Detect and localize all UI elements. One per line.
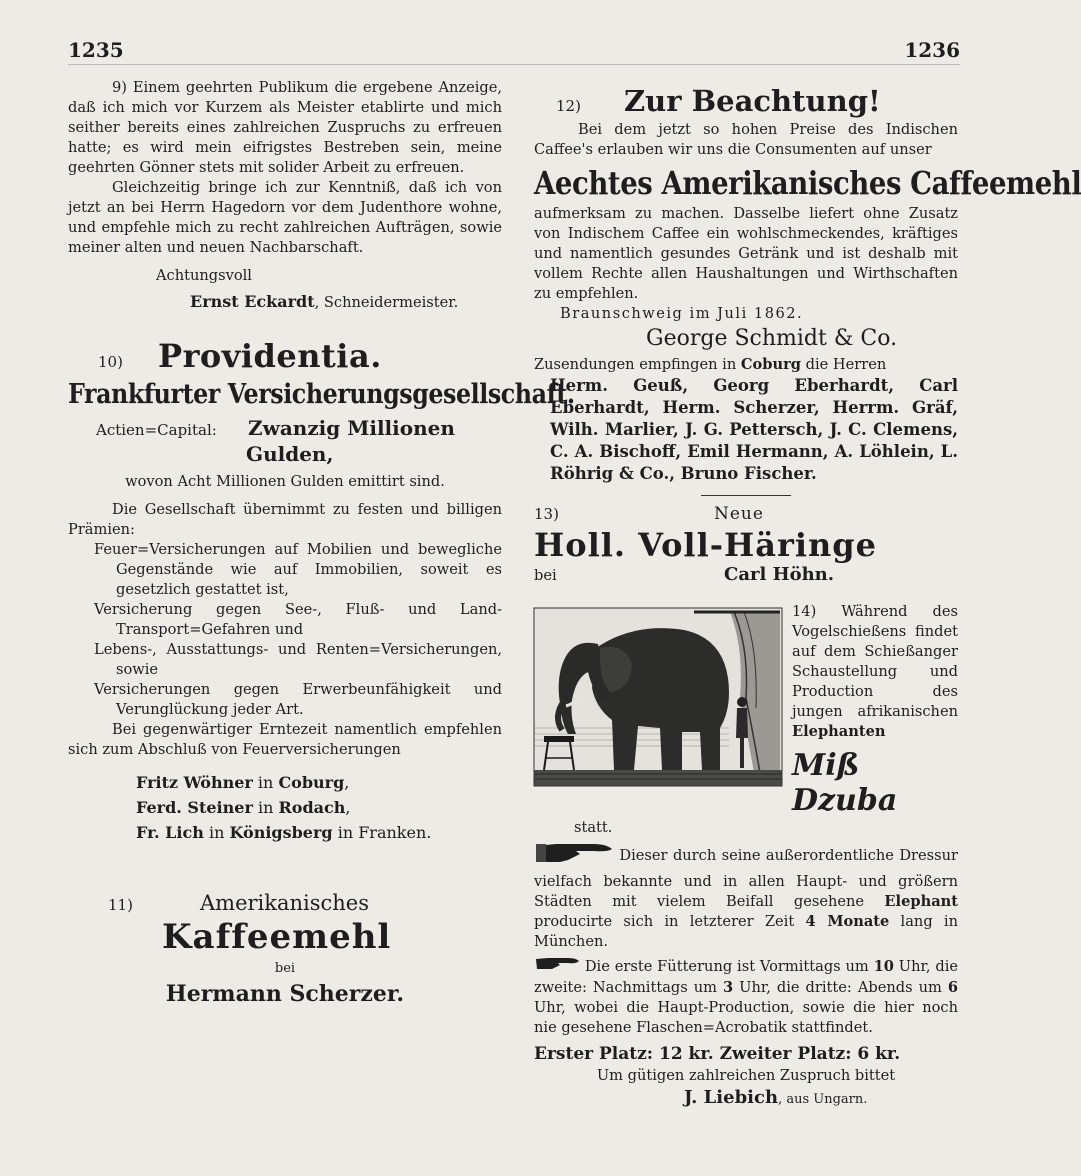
ad-10-agents — [68, 770, 502, 845]
ad-9-para-2: Gleichzeitig bringe ich zur Kenntniß, daß ich von jetzt an bei Herrn Hagedorn vor dem Judenthore wohne, und empfehle mich zu recht zahlreichen Aufträgen, sowie meiner alten und neuen Nachbarschaft. — [68, 179, 502, 256]
header-rule — [68, 64, 960, 65]
ad-12 — [534, 84, 1081, 485]
ad-9-greeting: Achtungsvoll — [156, 267, 252, 284]
ad-12-header: 12) Zur Beachtung! — [556, 84, 881, 118]
ad-10-capital-2: Gulden, — [246, 442, 334, 466]
ad-10-capital-note: wovon Acht Millionen Gulden emittirt sind. — [125, 473, 445, 490]
ad-13-header: 13) Neue — [534, 504, 764, 524]
right-column — [534, 84, 1081, 1110]
ad-10-capital: Actien=Capital: Zwanzig Millionen — [96, 416, 455, 440]
ad-14 — [534, 602, 958, 1110]
ad-14-name: Miß Dzuba — [792, 748, 898, 818]
ad-number: 9) — [112, 79, 127, 96]
agent-line: Fr. Lich in Königsberg in Franken. — [136, 823, 432, 842]
ad-14-statt: statt. — [574, 819, 613, 836]
ad-10-item-1: Feuer=Versicherungen auf Mobilien und bewegliche Gegenstände wie auf Immobilien, soweit es gesetzlich gestattet ist, — [94, 541, 502, 598]
ad-13-title: Holl. Voll-Häringe — [534, 526, 877, 564]
ad-13-bottom: bei Carl Höhn. — [534, 564, 835, 585]
ad-12-company: George Schmidt & Co. — [646, 326, 898, 351]
agent-line: Fritz Wöhner in Coburg, — [136, 773, 350, 792]
pointing-hand-small-icon — [534, 956, 580, 978]
ad-12-para-1: Bei dem jetzt so hohen Preise des Indischen Caffee's erlauben wir uns die Consumenten auf unser — [534, 121, 958, 158]
ad-10-intro: Die Gesellschaft übernimmt zu festen und billigen Prämien: — [68, 501, 502, 538]
ad-12-shipments: Zusendungen empfingen in Coburg die Herren — [534, 356, 887, 373]
page-number-left: 1235 — [68, 38, 124, 62]
page-number-right: 1236 — [904, 38, 960, 62]
ad-12-title: Zur Beachtung! — [624, 84, 881, 118]
ad-11-name: Hermann Scherzer. — [165, 981, 405, 1007]
section-divider — [701, 495, 791, 496]
ad-12-dateline: Braunschweig im Juli 1862. — [560, 305, 804, 322]
ad-14-para-2: Dieser durch seine außerordentliche Dressur vielfach bekannte und in allen Haupt- und größern Städten mit vielem Beifall gesehene Elephant producirte sich in letzterer Zeit 4 Monate lang in München. — [534, 840, 958, 952]
ad-10-title: Providentia. — [158, 337, 382, 375]
ad-10-header: 10) Providentia. — [98, 337, 382, 375]
ad-9-signature: Ernst Eckardt, Schneidermeister. — [190, 292, 459, 311]
ad-9-para-1: 9) Einem geehrten Publikum die ergebene Anzeige, daß ich mich vor Kurzem als Meister etablirte und mich seither bereits eines zahlreichen Zuspruchs zu erfreuen hatte; es wird mein eifrigstes Bestreben sein, meine geehrten Gönner stets mit solider Arbeit zu erfreuen. — [68, 79, 502, 176]
ad-10-item-3: Lebens-, Ausstattungs- und Renten=Versicherungen, sowie — [94, 641, 502, 678]
ad-11-header: 11) Amerikanisches — [108, 891, 370, 915]
ad-10-outro: Bei gegenwärtiger Erntezeit namentlich empfehlen sich zum Abschluß von Feuerversicherungen — [68, 721, 502, 758]
agent-line: Ferd. Steiner in Rodach, — [136, 798, 351, 817]
ad-9 — [68, 78, 502, 313]
ad-11 — [68, 891, 502, 1007]
ad-11-bei: bei — [274, 961, 296, 976]
ad-12-product: Aechtes Amerikanisches Caffeemehl — [534, 164, 1081, 202]
ad-12-merchants: Herm. Geuß, Georg Eberhardt, Carl Eberhardt, Herm. Scherzer, Herrm. Gräf, Wilh. Marlier, J. G. Pettersch, J. C. Clemens, C. A. Bischoff, Emil Hermann, A. Löhlein, L. Röhrig & Co., Bruno Fischer. — [550, 376, 958, 483]
ad-14-closing: Um gütigen zahlreichen Zuspruch bittet — [596, 1067, 896, 1084]
ad-13 — [534, 504, 958, 586]
left-column — [68, 78, 575, 1007]
pointing-hand-icon — [534, 840, 614, 872]
elephant-illustration — [534, 608, 782, 786]
ad-10-subtitle: Frankfurter Versicherungsgesellschaft. — [68, 379, 575, 410]
ad-10-item-4: Versicherungen gegen Erwerbeunfähigkeit und Verunglückung jeder Art. — [94, 681, 502, 718]
ad-14-feeding: Die erste Fütterung ist Vormittags um 10 Uhr, die zweite: Nachmittags um 3 Uhr, die dritte: Abends um 6 Uhr, wobei die Haupt-Production, sowie die hier noch nie gesehene Flaschen=Acrobatik stattfindet. — [534, 958, 958, 1036]
ad-10-item-2: Versicherung gegen See-, Fluß- und Land-Transport=Gefahren und — [94, 601, 502, 638]
ad-14-para-1: 14) Während des Vogelschießens findet auf dem Schießanger Schaustellung und Production des jungen afrikanischen Elephanten — [792, 603, 959, 740]
elephant-image — [534, 608, 782, 786]
ad-14-signer: J. Liebich, aus Ungarn. — [684, 1087, 868, 1108]
ad-11-title: Kaffeemehl — [162, 917, 392, 957]
ad-10 — [68, 337, 575, 845]
ad-12-para-2: aufmerksam zu machen. Dasselbe liefert ohne Zusatz von Indischem Caffee ein wohlschmeckendes, kräftiges und namentlich gesundes Getränk und ist deshalb mit vollem Rechte allen Haushaltungen und Wirthschaften zu empfehlen. — [534, 205, 958, 302]
ad-14-prices: Erster Platz: 12 kr. Zweiter Platz: 6 kr. — [534, 1044, 901, 1064]
